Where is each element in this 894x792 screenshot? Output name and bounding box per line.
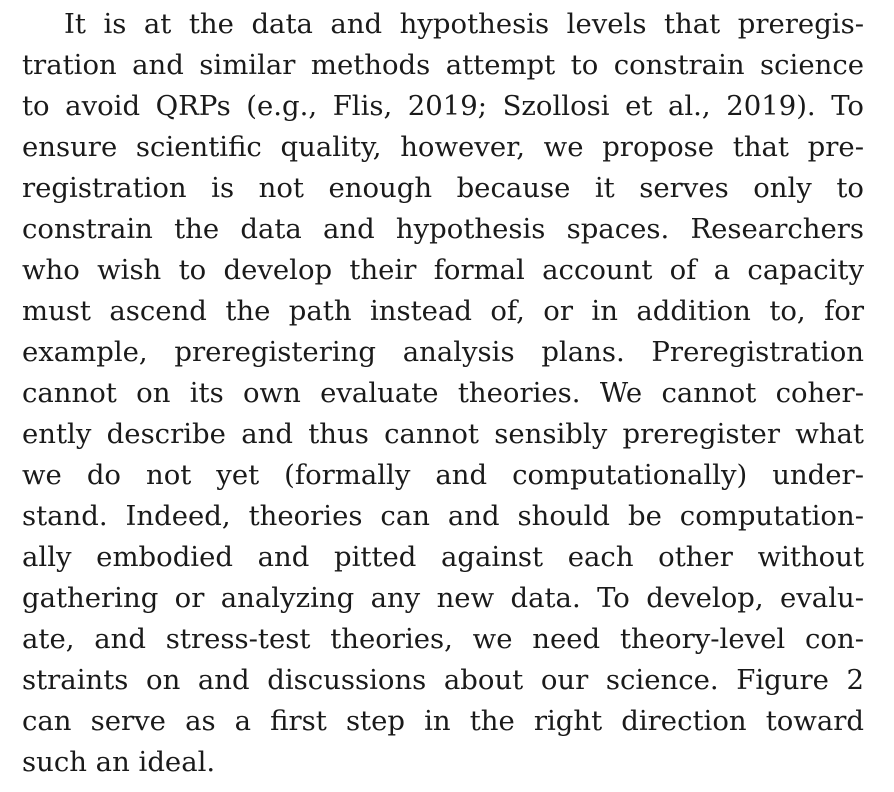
text-line: registration is not enough because it serves only to: [22, 172, 864, 204]
text-line: to avoid QRPs (e.g., Flis, 2019; Szollosi et al., 2019). To: [22, 90, 864, 122]
text-line: constrain the data and hypothesis spaces. Researchers: [22, 213, 864, 245]
text-line: ate, and stress-test theories, we need theory-level con-: [22, 623, 864, 655]
text-line: who wish to develop their formal account of a capacity: [22, 254, 864, 286]
document-page: [22, 0, 864, 792]
text-line: we do not yet (formally and computationally) under-: [22, 459, 864, 491]
text-line: tration and similar methods attempt to constrain science: [22, 49, 864, 81]
text-line: such an ideal.: [22, 746, 216, 778]
text-line: must ascend the path instead of, or in addition to, for: [22, 295, 864, 327]
text-line: ently describe and thus cannot sensibly preregister what: [22, 418, 864, 450]
text-line: ally embodied and pitted against each other without: [22, 541, 864, 573]
body-paragraph: [22, 4, 864, 783]
text-line: stand. Indeed, theories can and should be computation-: [22, 500, 864, 532]
text-line: It is at the data and hypothesis levels that preregis-: [64, 8, 864, 40]
text-line: ensure scientific quality, however, we propose that pre-: [22, 131, 864, 163]
text-line: gathering or analyzing any new data. To develop, evalu-: [22, 582, 864, 614]
text-line: straints on and discussions about our science. Figure 2: [22, 664, 864, 696]
text-line: example, preregistering analysis plans. Preregistration: [22, 336, 864, 368]
text-line: can serve as a first step in the right direction toward: [22, 705, 864, 737]
text-line: cannot on its own evaluate theories. We cannot coher-: [22, 377, 864, 409]
